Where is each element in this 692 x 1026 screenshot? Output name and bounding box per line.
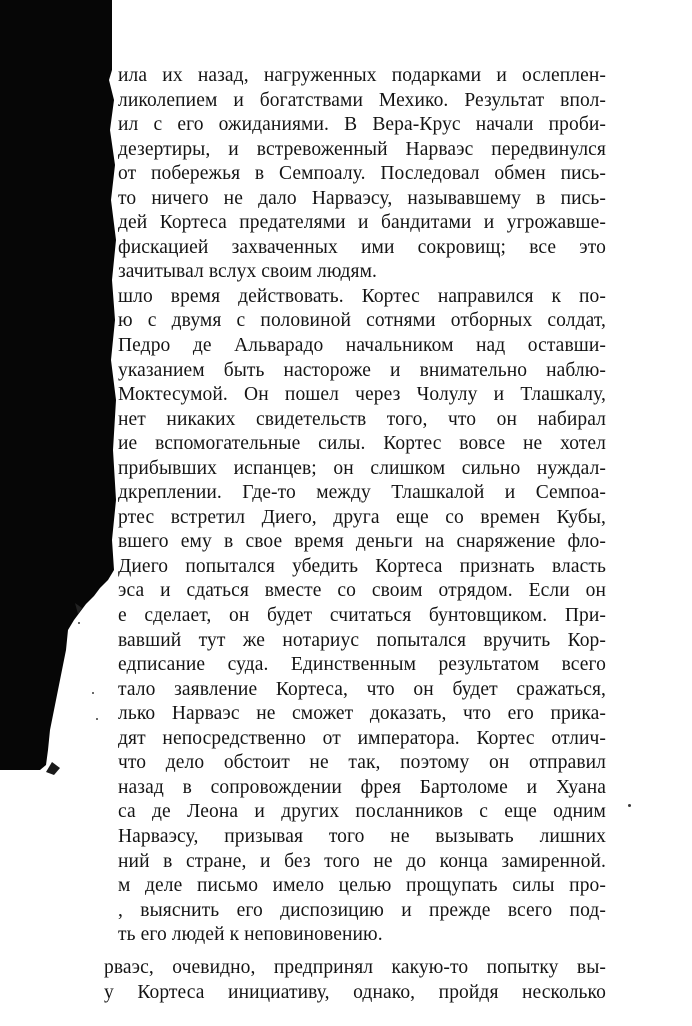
text-line: ний в стране, и без того не до конца замиренной. (118, 850, 606, 872)
text-line: то ничего не дало Нарваэсу, называвшему в пись- (118, 187, 606, 209)
text-line: Диего попытался убедить Кортеса признать власть (118, 555, 606, 577)
text-line: ртес встретил Диего, друга еще со времен Кубы, (118, 506, 606, 528)
text-line: лько Нарваэс не сможет доказать, что его прика- (118, 703, 606, 725)
text-line: фискацией захваченных ими сокровищ; все это (118, 236, 606, 258)
scan-speck (78, 622, 80, 624)
text-line: ил с его ожиданиями. В Вера-Крус начали проби- (118, 114, 606, 136)
text-line: ю с двумя с половиной сотнями отборных солдат, (118, 310, 606, 332)
text-line: назад в сопровождении фрея Бартоломе и Хуана (118, 776, 606, 798)
main-text-block (118, 64, 606, 948)
text-line: Педро де Альварадо начальником над оставши- (118, 335, 606, 357)
scan-speck (92, 692, 94, 694)
text-line: м деле письмо имело целью прощупать силы про- (118, 875, 606, 897)
text-line: Нарваэсу, призывая того не вызывать лишних (118, 825, 606, 847)
text-line: вшего ему в свое время деньги на снаряжение фло- (118, 531, 606, 553)
text-line: рваэс, очевидно, предпринял какую-то попытку вы- (104, 957, 606, 978)
text-line: , выяснить его диспозицию и прежде всего под- (118, 899, 606, 921)
text-line: нет никаких свидетельств того, что он набирал (118, 408, 606, 430)
text-line: дкреплении. Где-то между Тлашкалой и Семпоа- (118, 482, 606, 504)
text-line: ликолепием и богатствами Мехико. Результат впол- (118, 89, 606, 111)
text-line: вавший тут же нотариус попытался вручить Кор- (118, 629, 606, 651)
tail-text-block (104, 956, 606, 1005)
text-line: ть его людей к неповиновению. (118, 924, 383, 946)
text-line: дей Кортеса предателями и бандитами и угрожавше- (118, 212, 606, 234)
text-line: е сделает, он будет считаться бунтовщиком. При- (118, 605, 606, 627)
scan-speck (628, 804, 631, 807)
text-line: эса и сдаться вместе со своим отрядом. Если он (118, 580, 606, 602)
text-line: тало заявление Кортеса, что он будет сражаться, (118, 678, 606, 700)
text-line: что дело обстоит не так, поэтому он отправил (118, 752, 606, 774)
text-line: от побережья в Семпоалу. Последовал обмен пись- (118, 163, 606, 185)
text-line: дят непосредственно от императора. Кортес отлич- (118, 727, 606, 749)
text-line: шло время действовать. Кортес направился к по- (118, 285, 606, 307)
text-line: едписание суда. Единственным результатом всего (118, 654, 606, 676)
text-line: прибывших испанцев; он слишком сильно нуждал- (118, 457, 606, 479)
binding-shadow (0, 0, 120, 1026)
text-line: ила их назад, нагруженных подарками и ослеплен- (118, 65, 606, 86)
text-line: дезертиры, и встревоженный Нарваэс передвинулся (118, 138, 606, 160)
text-line: указанием быть настороже и внимательно наблю- (118, 359, 606, 381)
text-line: ие вспомогательные силы. Кортес вовсе не хотел (118, 433, 606, 455)
text-line: зачитывал вслух своим людям. (118, 261, 378, 283)
text-line: Моктесумой. Он пошел через Чолулу и Тлашкалу, (118, 384, 606, 406)
text-line: са де Леона и других посланников с еще одним (118, 801, 606, 823)
scan-speck (96, 718, 98, 720)
text-line: у Кортеса инициативу, однако, пройдя несколько (104, 981, 606, 1003)
